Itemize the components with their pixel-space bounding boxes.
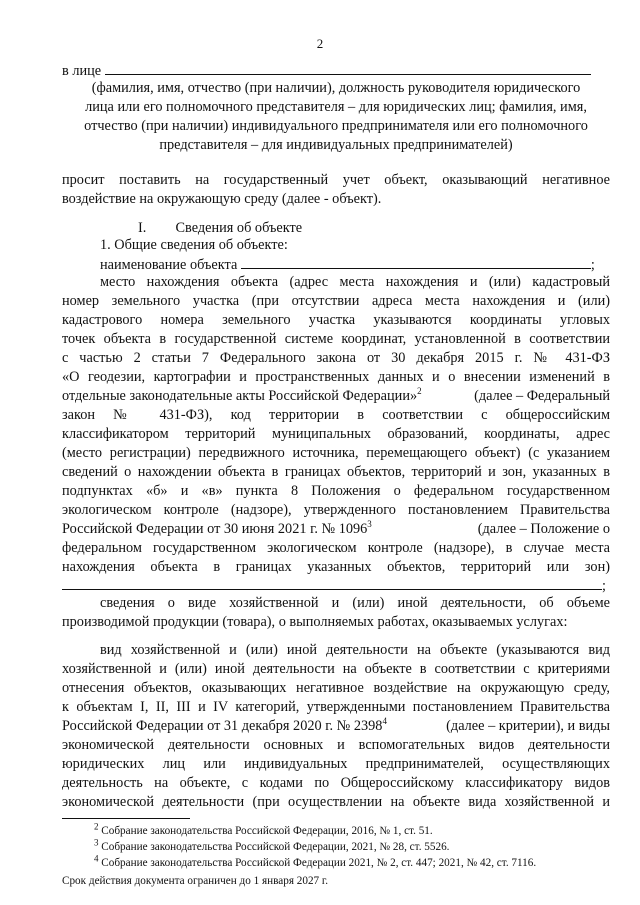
general-title: 1. Общие сведения об объекте: [100, 237, 288, 253]
activity-line-2: производимой продукции (товара), о выполняемых работах, оказываемых услугах: [62, 614, 568, 630]
location-line-4: точек объекта в государственной системе координат, установленной в соответствии [62, 331, 610, 347]
location-line-2: номер земельного участка (при отсутствии адреса места нахождения и (или) [62, 293, 610, 309]
type-line-8: деятельность на объекте, с кодами по Общероссийскому классификатору видов [62, 775, 610, 791]
validity-note: Срок действия документа ограничен до 1 января 2027 г. [62, 875, 329, 887]
location-line-9: классификатором территорий муниципальных образований, координаты, адрес [62, 426, 610, 442]
location-blank-line: ; [62, 575, 610, 596]
location-blank [62, 575, 602, 590]
location-line-1: место нахождения объекта (адрес места нахождения и (или) кадастровый [100, 274, 610, 290]
type-line-4: к объектам I, II, III и IV категорий, утвержденными постановлением Правительства [62, 699, 610, 715]
type-line-2: хозяйственной и (или) иной деятельности на объекте в соответствии с критериями [62, 661, 610, 677]
type-line-5: Российской Федерации от 31 декабря 2020 г. № 2398$^4$ (далее – критерии), и виды [62, 716, 610, 734]
location-line-15: федеральном государственном экологическом контроле (надзоре), в случае места [62, 540, 610, 556]
header-note-3: отчество (при наличии) индивидуального предпринимателя или его полномочного [84, 118, 588, 134]
location-line-11: сведений о нахождении объекта в границах объектов, территорий и зон, указанных в [62, 464, 610, 480]
type-line-9: экономической деятельности (при осуществлении на объекте вида хозяйственной и [62, 794, 610, 810]
in-person-label: в лице [62, 63, 102, 79]
location-line-12: подпунктах «б» и «в» пункта 8 Положения о федеральном государственном [62, 483, 610, 499]
type-line-7: юридических лиц или индивидуальных предпринимателей, осуществляющих [62, 756, 610, 772]
request-line-1: просит поставить на государственный учет объект, оказывающий негативное [62, 172, 610, 188]
type-line-6: экономической деятельности основных и вспомогательных видов деятельности [62, 737, 610, 753]
footnote-ref-3: 3 [367, 519, 372, 530]
location-line-16: нахождения объекта в границах указанных объектов, территорий или зон) [62, 559, 610, 575]
location-line-6: «О геодезии, картографии и пространственных данных и о внесении изменений в [62, 369, 610, 385]
page-number: 2 [316, 36, 324, 51]
footnote-4: $^4$ Собрание законодательства Российской Федерации 2021, № 2, ст. 447; 2021, № 42, ст. 7116. [94, 853, 537, 869]
activity-line-1: сведения о виде хозяйственной и (или) иной деятельности, об объеме [100, 595, 610, 611]
footnote-divider [62, 818, 190, 819]
representative-line [62, 60, 610, 81]
location-line-3: кадастрового номера земельного участка указываются координаты угловых [62, 312, 610, 328]
object-name-label: наименование объекта [100, 257, 238, 273]
header-note-2: лица или его полномочного представителя – для юридических лиц; фамилия, имя, [85, 99, 587, 115]
footnote-2: $^2$ Собрание законодательства Российской Федерации, 2016, № 1, ст. 51. [94, 821, 433, 837]
object-name-line: наименование объекта ; [100, 254, 610, 275]
location-line-10: (место регистрации) передвижного источника, перемещающего объект) (с указанием [62, 445, 610, 461]
section-title: Сведения об объекте [175, 220, 303, 236]
footnote-3: $^3$ Собрание законодательства Российской Федерации, 2021, № 28, ст. 5526. [94, 837, 450, 853]
type-line-3: отнесения объектов, оказывающих негативное воздействие на окружающую среду, [62, 680, 610, 696]
footnote-ref-2: 2 [417, 386, 422, 397]
object-name-blank [241, 254, 591, 269]
location-line-13: экологическом контроле (надзоре), утвержденного постановлением Правительства [62, 502, 610, 518]
location-line-5: с частью 2 статьи 7 Федерального закона от 30 декабря 2015 г. № 431-ФЗ [62, 350, 610, 366]
type-line-1: вид хозяйственной и (или) иной деятельности на объекте (указываются вид [100, 642, 610, 658]
location-line-8: закон № 431-ФЗ), код территории в соответствии с общероссийским [62, 407, 610, 423]
representative-blank [105, 60, 591, 75]
header-note-1: (фамилия, имя, отчество (при наличии), должность руководителя юридического [91, 80, 581, 96]
footnote-ref-4: 4 [382, 716, 387, 727]
location-line-14: Российской Федерации от 30 июня 2021 г. № 1096$^3$ (далее – Положение о [62, 519, 610, 537]
request-line-2: воздействие на окружающую среду (далее - объект). [62, 191, 382, 207]
section-number: I. [138, 220, 147, 236]
location-line-7: отдельные законодательные акты Российской Федерации»$^2$ (далее – Федеральный [62, 386, 610, 404]
header-note-4: представителя – для индивидуальных предпринимателей) [159, 137, 513, 153]
